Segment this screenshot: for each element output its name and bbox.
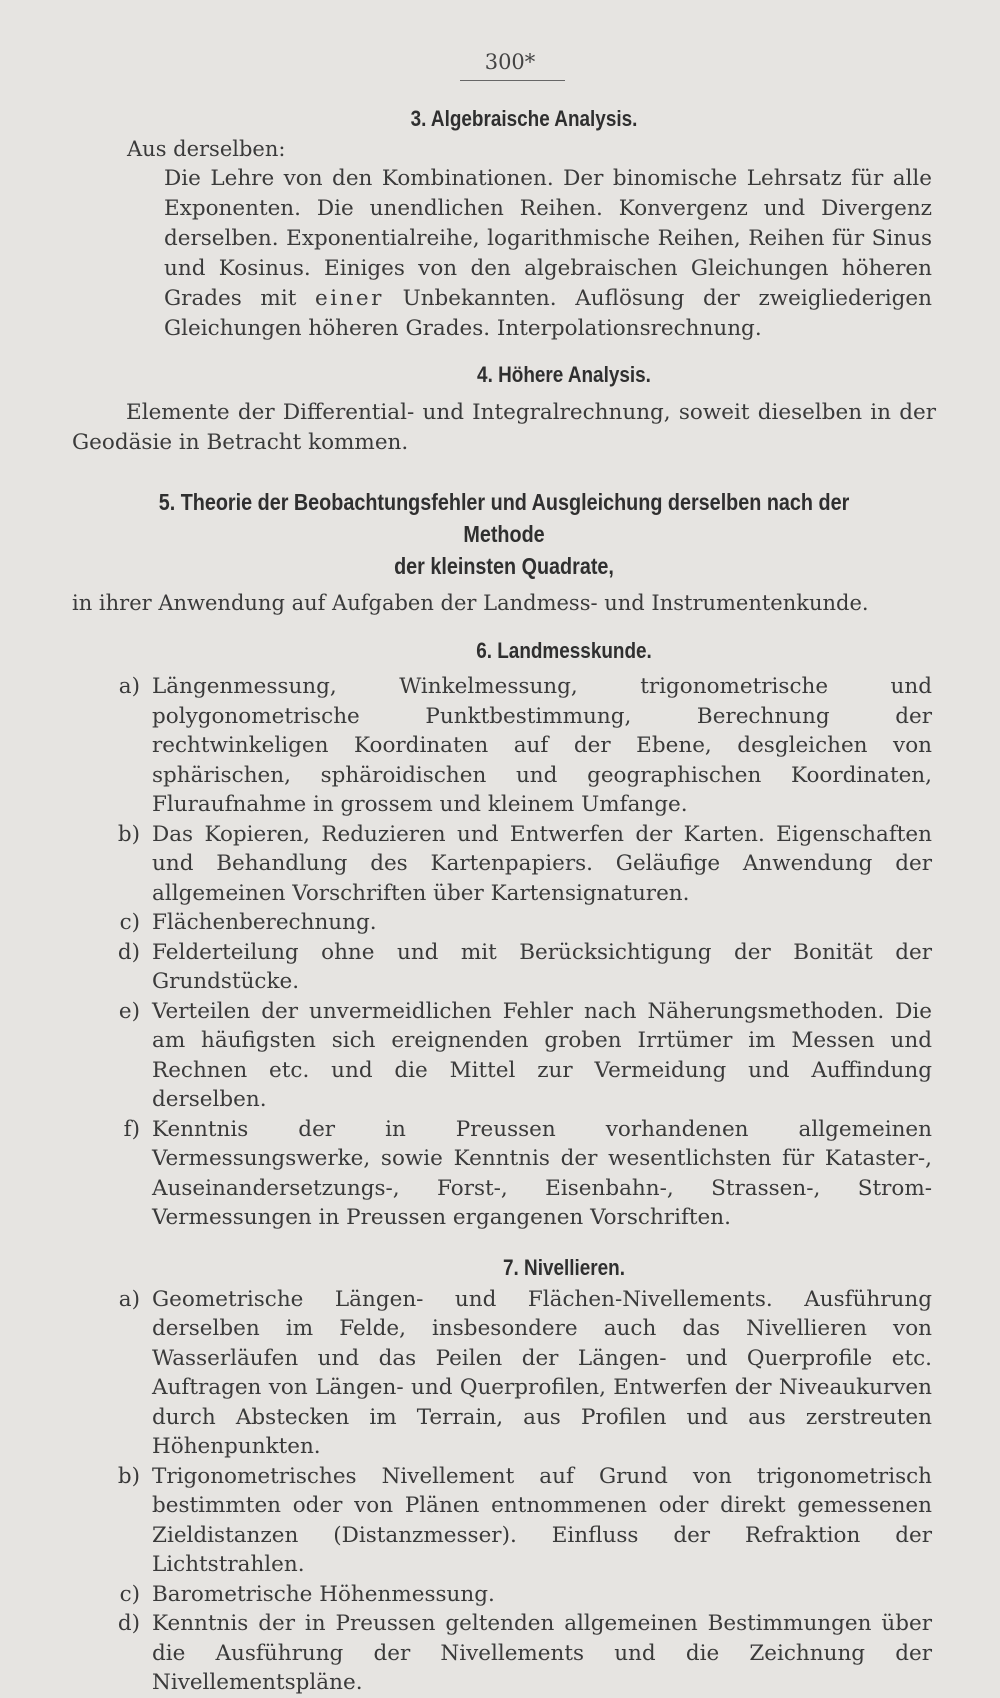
list-item-text: Trigonometrisches Nivellement auf Grund von trigonometrisch bestimmten oder von Plänen entnommenen oder direkt gemessenen Zieldistanzen (Distanzmesser). Einfluss der Refraktion der Lichtstrahlen.: [152, 1463, 932, 1577]
page-number: 300*: [484, 50, 536, 74]
list-item-label: b): [117, 1463, 140, 1489]
section-3-lead: Aus derselben:: [127, 137, 286, 161]
section-3-text-part-a: Die Lehre von den Kombinationen. Der binomische Lehrsatz für alle Exponenten. Die unendlichen Reihen. Konvergenz und Divergenz derselben. Exponentialreihe, logarithmische Reihen, Reihen für Sinus und Kosinus. Einiges von den algebraischen Gleichungen höheren Grades mit: [164, 166, 932, 311]
list-item: [72, 938, 936, 997]
section-3-text-emphasis: einer: [314, 286, 384, 311]
list-item-label: d): [117, 939, 140, 965]
list-item: [72, 1285, 936, 1462]
list-item: [72, 820, 936, 909]
section-5-heading: [132, 486, 875, 582]
list-item-text: Verteilen der unvermeidlichen Fehler nach Näherungsmethoden. Die am häufigsten sich ereignenden groben Irrtümer im Messen und Rechnen etc. und die Mittel zur Vermeidung und Auffindung derselben.: [152, 998, 932, 1112]
list-item-label: a): [118, 674, 140, 699]
list-item-text: Kenntnis der in Preussen vorhandenen allgemeinen Vermessungswerke, sowie Kenntnis der wesentlichsten für Kataster-, Auseinandersetzungs-, Forst-, Eisenbahn-, Strassen-, Strom-Vermessungen in Preussen ergangenen Vorschriften.: [152, 1116, 932, 1230]
page-content: [72, 106, 936, 1698]
list-item-label: a): [118, 1286, 140, 1312]
section-3-text: [72, 164, 936, 344]
list-item-label: f): [123, 1116, 140, 1142]
list-item-label: b): [117, 821, 140, 847]
list-item-label: c): [119, 910, 140, 935]
section-5-text: in ihrer Anwendung auf Aufgaben der Landmess- und Instrumentenkunde.: [72, 591, 869, 615]
section-4-text: Elemente der Differential- und Integralrechnung, soweit dieselben in der Geodäsie in Betracht kommen.: [72, 400, 936, 455]
list-item-label: c): [119, 1581, 140, 1607]
section-5-heading-line1: 5. Theorie der Beobachtungsfehler und Ausgleichung derselben nach der Methode: [158, 489, 850, 547]
list-item: [72, 997, 936, 1115]
list-item-label: d): [117, 1611, 140, 1636]
list-item-label: e): [118, 998, 140, 1024]
list-item-text: Barometrische Höhenmessung.: [152, 1581, 495, 1607]
section-7-list: [72, 1285, 936, 1698]
list-item: [72, 672, 936, 820]
section-7-heading: 7. Nivellieren.: [502, 1254, 625, 1280]
section-6-heading: 6. Landmesskunde.: [476, 638, 652, 663]
section-6-list: [72, 672, 936, 1233]
list-item: [72, 1115, 936, 1233]
page-number-rule: [460, 80, 565, 81]
list-item-text: Flächenberechnung.: [152, 910, 377, 935]
list-item: [72, 1580, 936, 1610]
section-3-heading: 3. Algebraische Analysis.: [410, 106, 638, 131]
list-item-text: Felderteilung ohne und mit Berücksichtigung der Bonität der Grundstücke.: [152, 939, 932, 994]
section-5-heading-line2: der kleinsten Quadrate,: [394, 553, 614, 579]
section-3-text-part-b: Unbekannten. Auflösung der zweigliederigen Gleichungen höheren Grades. Interpolationsrechnung.: [164, 286, 932, 341]
list-item-text: Kenntnis der in Preussen geltenden allgemeinen Bestimmungen über die Ausführung der Nivellements und die Zeichnung der Nivellementspläne.: [152, 1611, 932, 1695]
list-item-text: Das Kopieren, Reduzieren und Entwerfen der Karten. Eigenschaften und Behandlung des Kartenpapiers. Geläufige Anwendung der allgemeinen Vorschriften über Kartensignaturen.: [152, 821, 932, 906]
list-item: [72, 908, 936, 938]
list-item-text: Längenmessung, Winkelmessung, trigonometrische und polygonometrische Punktbestimmung, Berechnung der rechtwinkeligen Koordinaten auf der Ebene, desgleichen von sphärischen, sphäroidischen und geographischen Koordinaten, Fluraufnahme in grossem und kleinem Umfange.: [152, 674, 932, 817]
list-item: [72, 1609, 936, 1698]
section-4-heading: 4. Höhere Analysis.: [477, 362, 651, 387]
list-item: [72, 1462, 936, 1580]
list-item-text: Geometrische Längen- und Flächen-Nivellements. Ausführung derselben im Felde, insbesondere auch das Nivellieren von Wasserläufen und das Peilen der Längen- und Querprofile etc. Auftragen von Längen- und Querprofilen, Entwerfen der Niveaukurven durch Abstecken im Terrain, aus Profilen und aus zerstreuten Höhenpunkten.: [152, 1286, 932, 1459]
